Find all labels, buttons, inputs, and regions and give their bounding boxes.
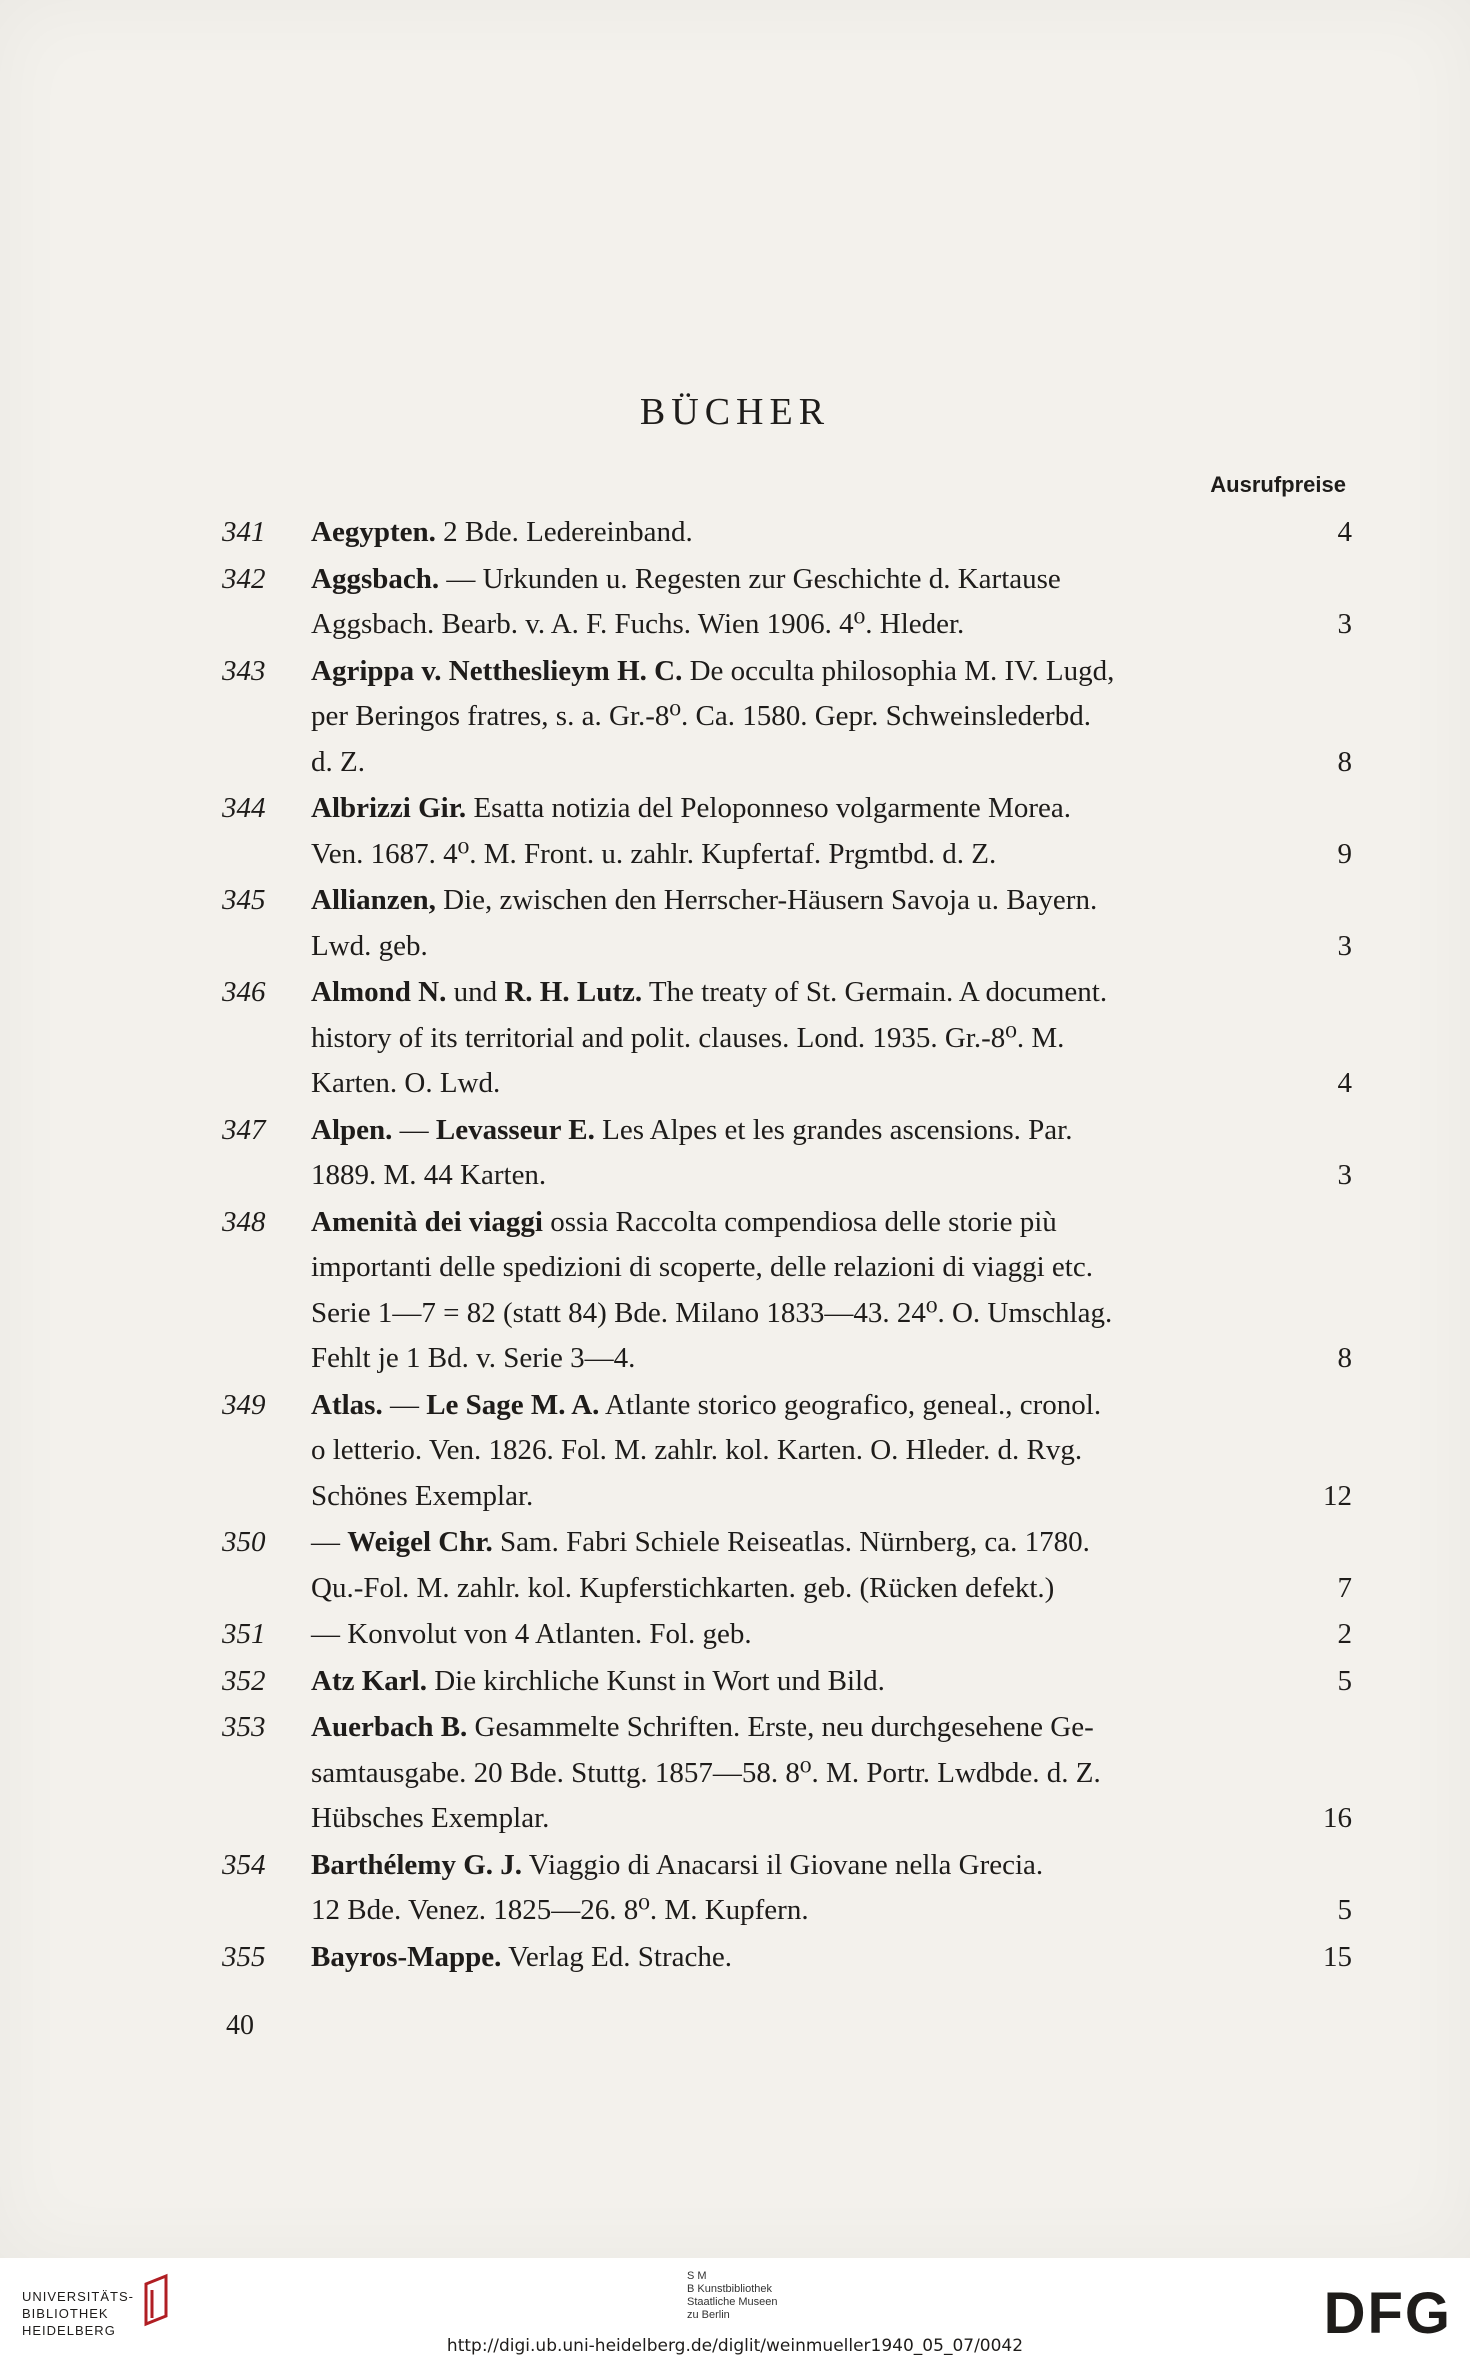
entry-description: o letterio. Ven. 1826. Fol. M. zahlr. kol. Karten. O. Hleder. d. Rvg. bbox=[311, 1434, 1083, 1466]
lot-number: 341 bbox=[222, 516, 266, 548]
reserve-price: 5 bbox=[1337, 1664, 1352, 1697]
lot-number: 351 bbox=[222, 1618, 266, 1650]
ub-heidelberg-logo-text bbox=[22, 2288, 134, 2339]
lot-number: 349 bbox=[222, 1388, 266, 1421]
entry-line bbox=[311, 1016, 1352, 1062]
entry-name: R. H. Lutz. bbox=[504, 976, 643, 1008]
entry-text bbox=[311, 878, 1352, 969]
entry-description: De occulta philosophia M. IV. Lugd, bbox=[682, 654, 1115, 687]
entry-line bbox=[311, 1796, 1352, 1842]
lot-number: 343 bbox=[222, 654, 266, 687]
lot-number: 348 bbox=[222, 1205, 266, 1238]
entry-description: Aggsbach. Bearb. v. A. F. Fuchs. Wien 1906. 4⁰. Hleder. bbox=[311, 608, 965, 640]
entry-line bbox=[311, 1383, 1352, 1429]
entry-line bbox=[311, 1935, 1352, 1981]
entry-text bbox=[311, 1935, 1352, 1981]
catalog-entry bbox=[222, 1705, 1352, 1842]
entry-line bbox=[311, 510, 1352, 556]
entry-description: Verlag Ed. Strache. bbox=[501, 1940, 732, 1973]
catalog-entry bbox=[222, 1200, 1352, 1382]
dfg-logo: DFG bbox=[1323, 2281, 1452, 2346]
entry-text bbox=[311, 510, 1352, 556]
reserve-price: 16 bbox=[1323, 1802, 1352, 1834]
entry-line bbox=[311, 694, 1352, 740]
entry-name: Amenità dei viaggi bbox=[311, 1205, 543, 1238]
entry-line bbox=[311, 1566, 1352, 1612]
entry-description: 2 Bde. Ledereinband. bbox=[435, 516, 693, 548]
entry-text bbox=[311, 649, 1352, 786]
entry-description: Hübsches Exemplar. bbox=[311, 1802, 550, 1834]
kb-line: B Kunstbibliothek bbox=[687, 2283, 772, 2295]
entry-name: Alpen. bbox=[311, 1113, 393, 1146]
lot-number: 353 bbox=[222, 1711, 266, 1743]
catalog-entry bbox=[222, 1612, 1352, 1658]
entry-description: Serie 1—7 = 82 (statt 84) Bde. Milano 1833—43. 24⁰. O. Umschlag. bbox=[311, 1296, 1113, 1329]
entry-description: history of its territorial and polit. clauses. Lond. 1935. Gr.-8⁰. M. bbox=[311, 1021, 1065, 1054]
entry-description: Qu.-Fol. M. zahlr. kol. Kupferstichkarten. geb. (Rücken defekt.) bbox=[311, 1571, 1055, 1604]
entry-description: Die, zwischen den Herrscher-Häusern Savoja u. Bayern. bbox=[435, 884, 1098, 916]
lot-number: 344 bbox=[222, 792, 266, 824]
catalog-entry bbox=[222, 557, 1352, 648]
entry-name: Le Sage M. A. bbox=[426, 1388, 600, 1421]
lot-number: 345 bbox=[222, 884, 266, 916]
entry-text bbox=[311, 1612, 1352, 1658]
entry-text bbox=[311, 1108, 1352, 1199]
entry-description: und bbox=[446, 976, 505, 1008]
price-column-header: Ausrufpreise bbox=[1210, 472, 1346, 497]
entry-text bbox=[311, 786, 1352, 877]
catalog-entry bbox=[222, 878, 1352, 969]
entry-line bbox=[311, 1612, 1352, 1658]
entry-line bbox=[311, 1336, 1352, 1382]
entry-line bbox=[311, 1061, 1352, 1107]
entry-name: Aggsbach. bbox=[311, 562, 440, 595]
entry-line bbox=[311, 1245, 1352, 1291]
entry-description: — Konvolut von 4 Atlanten. Fol. geb. bbox=[311, 1618, 752, 1650]
reserve-price: 8 bbox=[1337, 745, 1352, 778]
entry-name: Auerbach B. bbox=[311, 1711, 468, 1743]
catalog-entry bbox=[222, 1383, 1352, 1520]
entry-description: The treaty of St. Germain. A document. bbox=[642, 976, 1108, 1008]
entry-description: Ven. 1687. 4⁰. M. Front. u. zahlr. Kupfertaf. Prgmtbd. d. Z. bbox=[311, 837, 997, 870]
catalog-entry bbox=[222, 649, 1352, 786]
entry-description: ossia Raccolta compendiosa delle storie più bbox=[543, 1205, 1057, 1238]
section-heading: BÜCHER bbox=[639, 391, 831, 433]
entry-line bbox=[311, 1108, 1352, 1154]
reserve-price: 5 bbox=[1337, 1894, 1352, 1926]
catalog-entry bbox=[222, 1843, 1352, 1934]
entry-text bbox=[311, 1659, 1352, 1705]
entry-description: Fehlt je 1 Bd. v. Serie 3—4. bbox=[311, 1342, 636, 1374]
entry-description: Schönes Exemplar. bbox=[311, 1479, 534, 1512]
reserve-price: 3 bbox=[1337, 608, 1352, 640]
entry-name: Almond N. bbox=[311, 976, 447, 1008]
entry-line bbox=[311, 557, 1352, 603]
lot-number: 350 bbox=[222, 1526, 266, 1558]
lot-number: 352 bbox=[222, 1664, 266, 1697]
entry-description: Viaggio di Anacarsi il Giovane nella Grecia. bbox=[522, 1848, 1044, 1881]
reserve-price: 12 bbox=[1323, 1479, 1352, 1512]
entry-description: Atlante storico geografico, geneal., cronol. bbox=[599, 1388, 1102, 1421]
entry-name: Atlas. bbox=[311, 1388, 383, 1421]
entry-line bbox=[311, 602, 1352, 648]
entry-name: Albrizzi Gir. bbox=[311, 792, 467, 824]
entry-description: samtausgabe. 20 Bde. Stuttg. 1857—58. 8⁰. M. Portr. Lwdbde. d. Z. bbox=[311, 1756, 1101, 1789]
ub-line: UNIVERSITÄTS- bbox=[22, 2289, 134, 2304]
reserve-price: 4 bbox=[1337, 516, 1352, 548]
entry-description: Sam. Fabri Schiele Reiseatlas. Nürnberg, ca. 1780. bbox=[492, 1526, 1090, 1558]
lot-number: 342 bbox=[222, 562, 266, 595]
entry-line bbox=[311, 878, 1352, 924]
reserve-price: 15 bbox=[1323, 1940, 1352, 1973]
entry-line bbox=[311, 1200, 1352, 1246]
entry-text bbox=[311, 1705, 1352, 1842]
reserve-price: 7 bbox=[1337, 1571, 1352, 1604]
entry-description: — bbox=[392, 1113, 436, 1146]
reserve-price: 3 bbox=[1337, 1159, 1352, 1191]
entry-description: Les Alpes et les grandes ascensions. Par. bbox=[594, 1113, 1073, 1146]
lot-number: 347 bbox=[222, 1113, 266, 1146]
entry-line bbox=[311, 1153, 1352, 1199]
entry-description: — bbox=[382, 1388, 427, 1421]
entry-description: 1889. M. 44 Karten. bbox=[311, 1159, 547, 1191]
entry-name: Levasseur E. bbox=[435, 1113, 595, 1146]
kb-line: zu Berlin bbox=[687, 2309, 730, 2321]
entry-line bbox=[311, 740, 1352, 786]
entry-text bbox=[311, 557, 1352, 648]
entry-description: 12 Bde. Venez. 1825—26. 8⁰. M. Kupfern. bbox=[311, 1894, 809, 1926]
entry-description: — bbox=[311, 1526, 348, 1558]
entry-description: Gesammelte Schriften. Erste, neu durchgesehene Ge- bbox=[467, 1711, 1094, 1743]
entry-name: Aegypten. bbox=[311, 516, 436, 548]
catalog-entry bbox=[222, 1108, 1352, 1199]
kunstbibliothek-logo-text bbox=[687, 2270, 778, 2322]
entry-description: importanti delle spedizioni di scoperte, delle relazioni di viaggi etc. bbox=[311, 1251, 1093, 1283]
reserve-price: 3 bbox=[1337, 929, 1352, 962]
entry-line bbox=[311, 1474, 1352, 1520]
entry-name: Atz Karl. bbox=[311, 1664, 427, 1697]
entry-line bbox=[311, 924, 1352, 970]
entry-description: Esatta notizia del Peloponneso volgarmente Morea. bbox=[466, 792, 1071, 824]
reserve-price: 4 bbox=[1337, 1067, 1352, 1099]
entry-line bbox=[311, 649, 1352, 695]
entry-line bbox=[311, 1843, 1352, 1889]
entry-line bbox=[311, 1291, 1352, 1337]
ub-line: HEIDELBERG bbox=[22, 2323, 116, 2338]
page-number: 40 bbox=[226, 2010, 254, 2041]
reserve-price: 2 bbox=[1337, 1618, 1352, 1650]
kb-line: S M bbox=[687, 2270, 707, 2282]
ub-line: BIBLIOTHEK bbox=[22, 2306, 109, 2321]
entry-text bbox=[311, 1200, 1352, 1382]
entry-description: Die kirchliche Kunst in Wort und Bild. bbox=[426, 1664, 885, 1697]
entry-line bbox=[311, 1520, 1352, 1566]
source-url-link[interactable]: http://digi.ub.uni-heidelberg.de/diglit/weinmueller1940_05_07/0042 bbox=[446, 2336, 1024, 2356]
entry-text bbox=[311, 1843, 1352, 1934]
entry-text bbox=[311, 1383, 1352, 1520]
lot-number: 346 bbox=[222, 976, 266, 1008]
entry-text bbox=[311, 970, 1352, 1107]
entry-description: Karten. O. Lwd. bbox=[311, 1067, 501, 1099]
reserve-price: 8 bbox=[1337, 1342, 1352, 1374]
entry-name: Agrippa v. Nettheslieym H. C. bbox=[311, 654, 683, 687]
entry-line bbox=[311, 970, 1352, 1016]
entry-name: Allianzen, bbox=[311, 884, 436, 916]
entry-description: per Beringos fratres, s. a. Gr.-8⁰. Ca. 1580. Gepr. Schweinslederbd. bbox=[311, 700, 1091, 732]
ub-heidelberg-logo-icon bbox=[136, 2272, 174, 2330]
entry-text bbox=[311, 1520, 1352, 1611]
entry-line bbox=[311, 786, 1352, 832]
catalog-entry bbox=[222, 1659, 1352, 1705]
entry-list bbox=[222, 510, 1352, 1981]
catalog-entry bbox=[222, 786, 1352, 877]
entry-line bbox=[311, 832, 1352, 878]
catalog-entry bbox=[222, 1935, 1352, 1981]
lot-number: 354 bbox=[222, 1848, 266, 1881]
entry-line bbox=[311, 1751, 1352, 1797]
entry-description: — Urkunden u. Regesten zur Geschichte d. Kartause bbox=[439, 562, 1061, 595]
catalog-entry bbox=[222, 970, 1352, 1107]
catalog-entry bbox=[222, 510, 1352, 556]
entry-description: d. Z. bbox=[311, 745, 365, 778]
catalog-entry bbox=[222, 1520, 1352, 1611]
entry-description: Lwd. geb. bbox=[311, 929, 428, 962]
entry-name: Bayros-Mappe. bbox=[311, 1940, 502, 1973]
entry-name: Barthélemy G. J. bbox=[311, 1848, 523, 1881]
reserve-price: 9 bbox=[1337, 837, 1352, 870]
entry-line bbox=[311, 1659, 1352, 1705]
entry-line bbox=[311, 1888, 1352, 1934]
kb-line: Staatliche Museen bbox=[687, 2296, 778, 2308]
lot-number: 355 bbox=[222, 1940, 266, 1973]
entry-name: Weigel Chr. bbox=[347, 1526, 493, 1558]
entry-line bbox=[311, 1428, 1352, 1474]
entry-line bbox=[311, 1705, 1352, 1751]
